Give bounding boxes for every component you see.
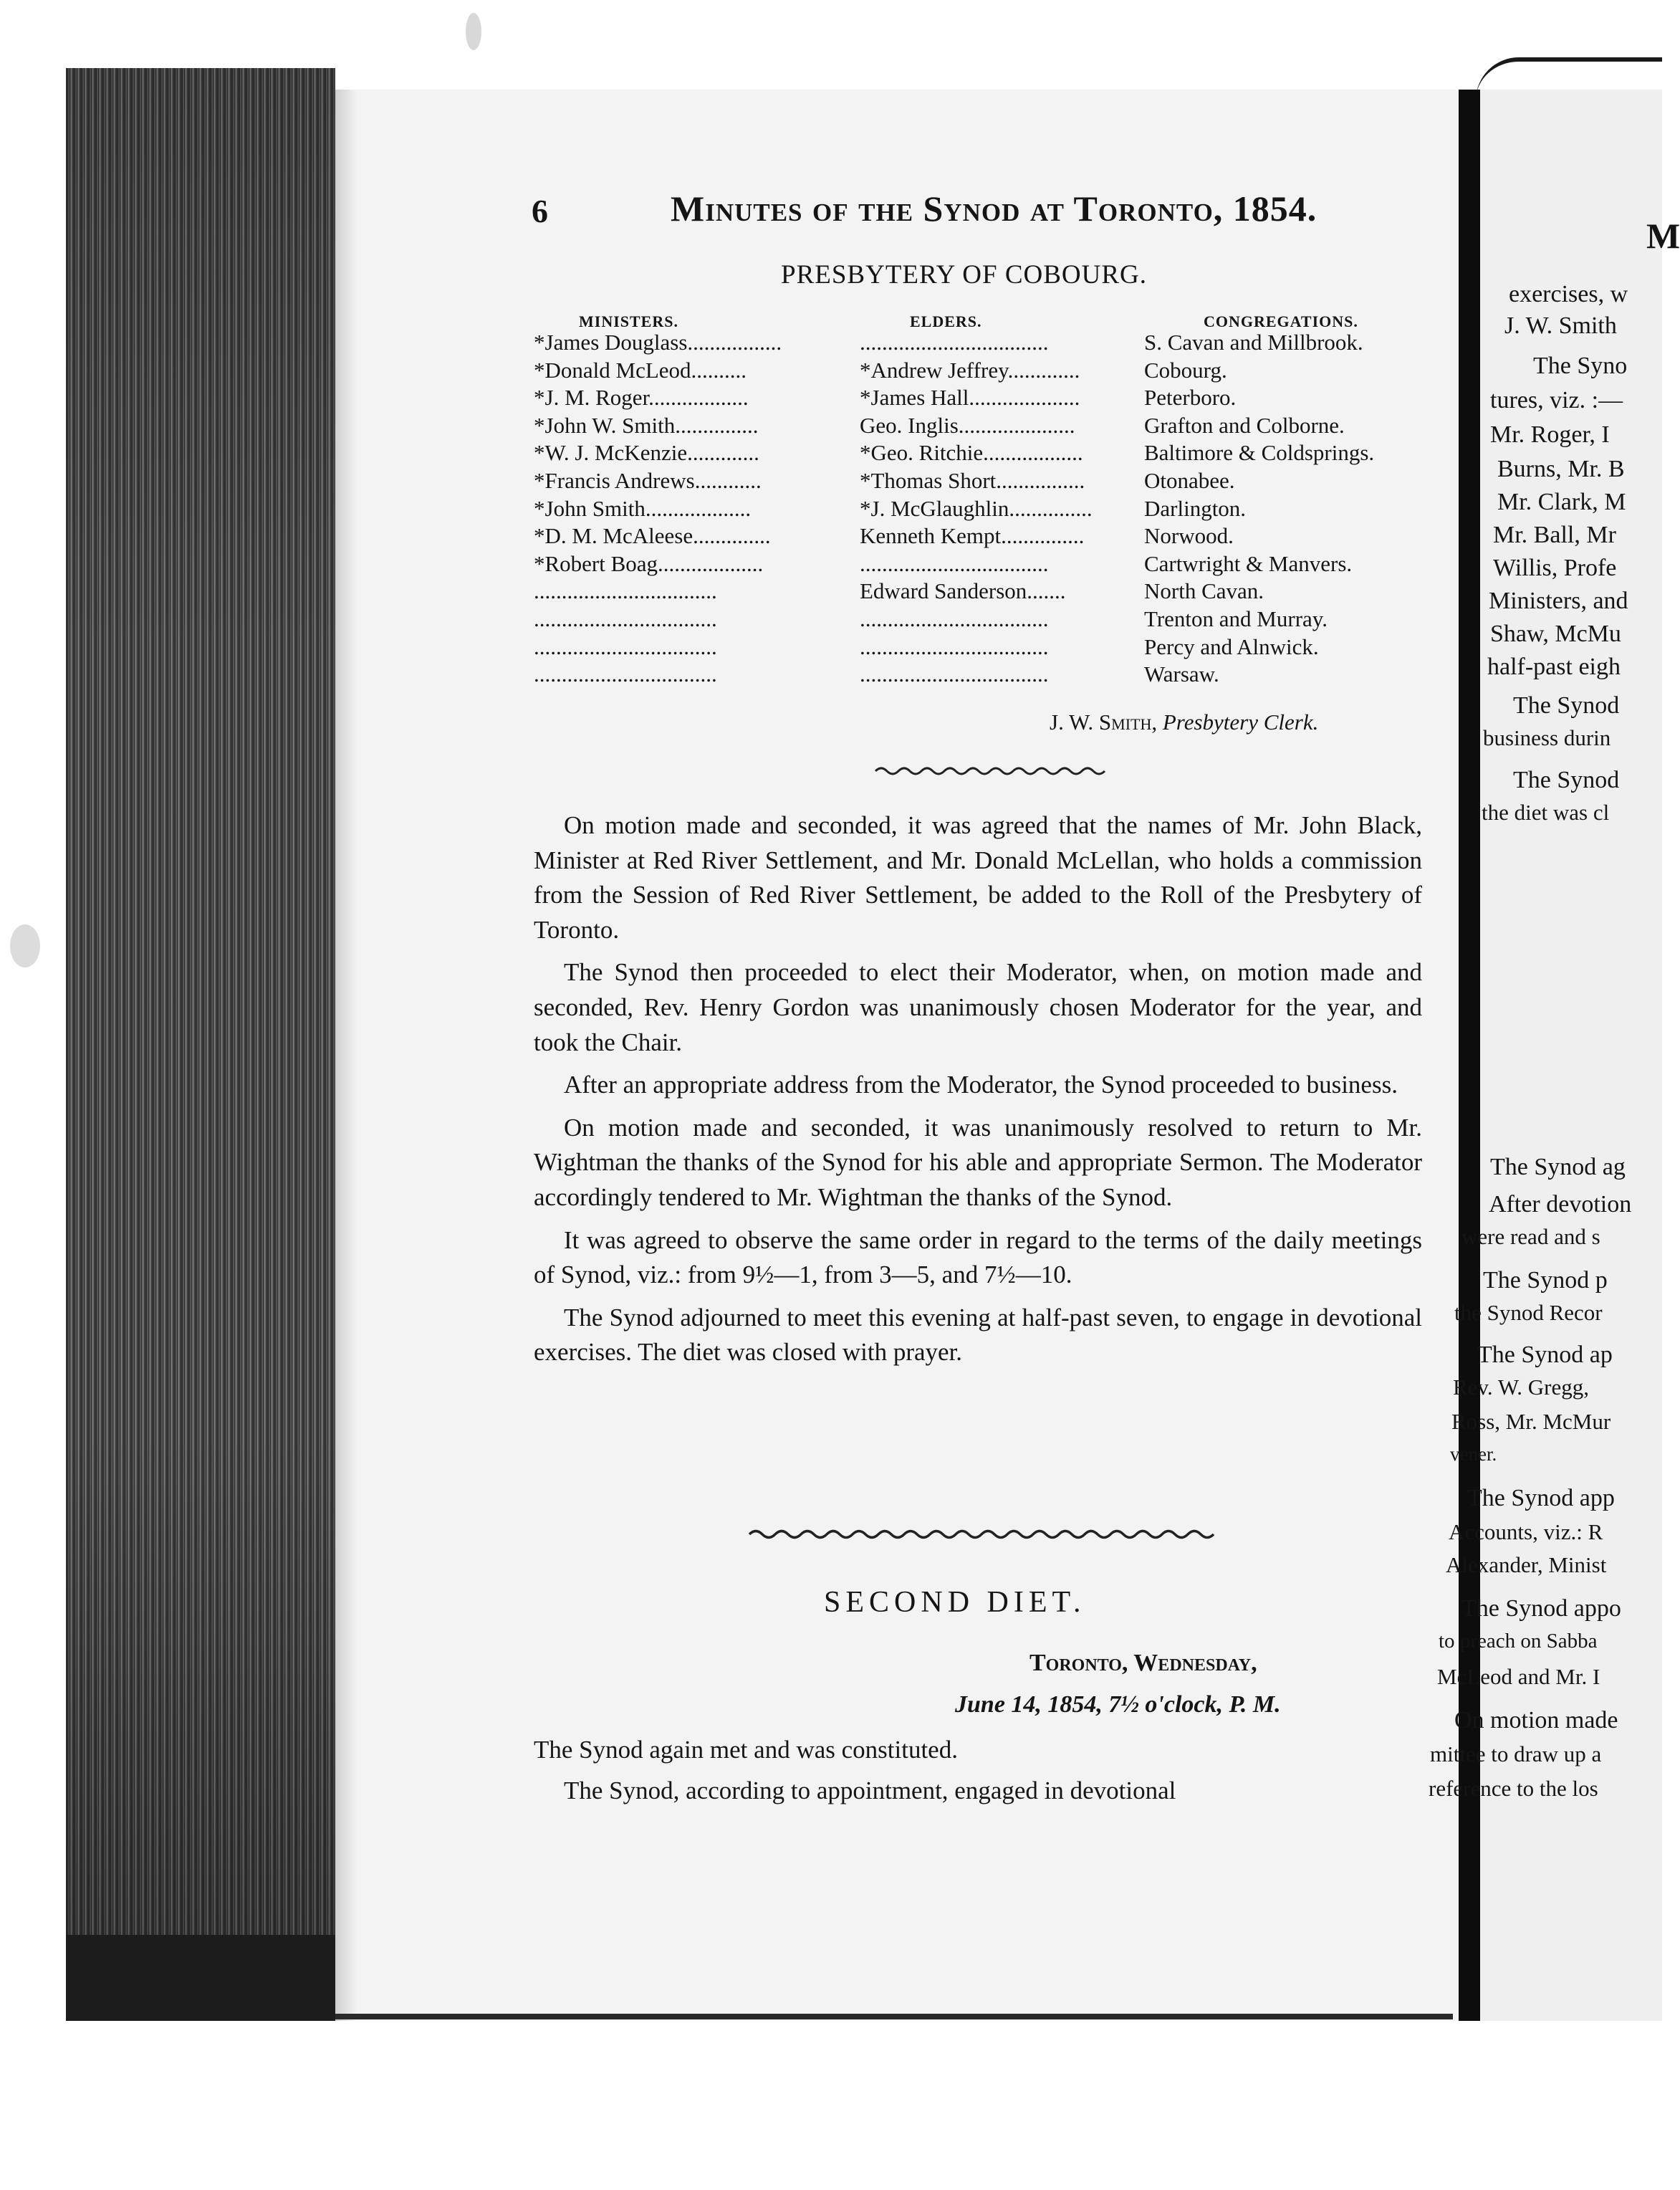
right-line: business durin xyxy=(1483,725,1611,750)
ornamental-rule xyxy=(875,764,1112,778)
scan-speck xyxy=(10,924,40,967)
congregation-name: S. Cavan and Millbrook. xyxy=(1144,330,1363,355)
minutes-body xyxy=(534,808,1422,1378)
right-line: the Synod Recor xyxy=(1454,1300,1603,1325)
congregation-name: Warsaw. xyxy=(1144,661,1219,687)
congregations-header: CONGREGATIONS. xyxy=(1204,312,1358,330)
roll-row xyxy=(534,634,1429,662)
roll-row xyxy=(534,551,1429,579)
clerk-title: Presbytery Clerk. xyxy=(1162,709,1319,735)
congregation-name: Cartwright & Manvers. xyxy=(1144,550,1353,576)
right-line: vener. xyxy=(1450,1443,1497,1465)
roll-row xyxy=(534,661,1429,689)
right-line: The Synod appo xyxy=(1461,1595,1621,1622)
right-line: J. W. Smith xyxy=(1504,312,1617,339)
minister-name: *Robert Boag................... xyxy=(534,550,764,576)
paragraph: It was agreed to observe the same order in regard to the terms of the daily meetings of Synod, viz.: from 9½—1, from 3—5, and 7½—10. xyxy=(534,1225,1422,1289)
right-line: were read and s xyxy=(1461,1224,1600,1249)
right-line: Burns, Mr. B xyxy=(1497,456,1625,482)
right-running-title: M xyxy=(1646,216,1680,256)
minister-name: ................................. xyxy=(534,578,717,604)
page-number: 6 xyxy=(532,193,548,229)
minister-name: ................................. xyxy=(534,633,717,659)
elders-header: ELDERS. xyxy=(910,312,982,330)
elder-name: .................................. xyxy=(860,550,1049,576)
right-line: reference to the los xyxy=(1429,1776,1598,1801)
second-diet-title: SECOND DIET. xyxy=(824,1586,1086,1619)
right-line: The Syno xyxy=(1533,353,1628,379)
right-line: Rev. W. Gregg, xyxy=(1453,1374,1589,1400)
minister-name: *John W. Smith............... xyxy=(534,412,759,438)
right-line: The Synod xyxy=(1513,692,1620,719)
right-line: The Synod ag xyxy=(1490,1154,1626,1180)
right-line: The Synod app xyxy=(1467,1485,1615,1511)
elder-name: .................................. xyxy=(860,633,1049,659)
congregation-name: Peterboro. xyxy=(1144,385,1237,411)
paragraph: The Synod then proceeded to elect their Moderator, when, on motion made and seconded, Rev. Henry Gordon was unanimously chosen Moderator for the year, and took the Chair. xyxy=(534,958,1422,1056)
right-line: Mr. Roger, I xyxy=(1490,421,1610,448)
meeting-place: Toronto, Wednesday, xyxy=(1029,1650,1257,1676)
congregation-name: Grafton and Colborne. xyxy=(1144,412,1345,438)
congregation-name: Otonabee. xyxy=(1144,467,1235,493)
book-edge-shade xyxy=(66,68,335,2021)
roll-row xyxy=(534,606,1429,634)
roll-row xyxy=(534,496,1429,524)
right-line: Ministers, and xyxy=(1489,588,1628,614)
elder-name: Kenneth Kempt............... xyxy=(860,523,1085,549)
paragraph: The Synod, according to appointment, engaged in devotional xyxy=(564,1776,1176,1804)
right-line: mittee to draw up a xyxy=(1430,1741,1602,1766)
right-page-curl xyxy=(1476,57,1662,105)
paragraph: On motion made and seconded, it was unanimously resolved to return to Mr. Wightman the thanks of the Synod for his able and appropriate Sermon. The Moderator accordingly tendered to Mr. Wightman the thanks of the Synod. xyxy=(534,1113,1422,1211)
scan-speck xyxy=(466,13,481,50)
presbytery-title: PRESBYTERY OF COBOURG. xyxy=(781,260,1147,290)
right-line: Alexander, Minist xyxy=(1446,1552,1607,1577)
ornamental-rule xyxy=(749,1526,1222,1542)
congregation-name: Darlington. xyxy=(1144,495,1247,521)
minister-name: ................................. xyxy=(534,661,717,687)
right-line: Ross, Mr. McMur xyxy=(1451,1409,1611,1434)
congregation-name: Cobourg. xyxy=(1144,357,1227,383)
right-line: Accounts, viz.: R xyxy=(1449,1519,1603,1544)
elder-name: *Andrew Jeffrey............. xyxy=(860,357,1080,383)
roll-row xyxy=(534,385,1429,413)
right-line: The Synod xyxy=(1513,767,1620,793)
elder-name: *Geo. Ritchie.................. xyxy=(860,440,1083,466)
roll-row xyxy=(534,413,1429,441)
elder-name: *James Hall.................... xyxy=(860,385,1080,411)
congregation-name: Trenton and Murray. xyxy=(1144,606,1328,631)
minister-name: *Donald McLeod.......... xyxy=(534,357,747,383)
roll-row xyxy=(534,330,1429,358)
right-line: Mr. Clark, M xyxy=(1497,489,1626,515)
right-line: The Synod p xyxy=(1483,1267,1608,1294)
right-line: After devotion xyxy=(1489,1191,1632,1218)
minister-name: *W. J. McKenzie............. xyxy=(534,440,759,466)
minister-name: *Francis Andrews............ xyxy=(534,467,762,493)
minister-name: ................................. xyxy=(534,606,717,631)
minister-name: *D. M. McAleese.............. xyxy=(534,523,771,549)
ministers-header: MINISTERS. xyxy=(579,312,678,330)
clerk-name: J. W. Smith, xyxy=(1050,709,1158,735)
right-line: tures, viz. :— xyxy=(1490,387,1623,413)
right-line: to preach on Sabba xyxy=(1439,1630,1598,1653)
minister-name: *J. M. Roger.................. xyxy=(534,385,749,411)
roll-row xyxy=(534,578,1429,606)
congregation-name: North Cavan. xyxy=(1144,578,1264,604)
right-line: McLeod and Mr. I xyxy=(1437,1664,1600,1689)
roll-row xyxy=(534,358,1429,386)
paragraph: After an appropriate address from the Moderator, the Synod proceeded to business. xyxy=(564,1071,1398,1099)
presbytery-roll xyxy=(534,330,1429,689)
minister-name: *James Douglass................. xyxy=(534,330,782,355)
roll-row xyxy=(534,523,1429,551)
congregation-name: Baltimore & Coldsprings. xyxy=(1144,440,1375,466)
right-line: The Synod ap xyxy=(1477,1342,1613,1368)
right-line: On motion made xyxy=(1454,1707,1618,1734)
elder-name: .................................. xyxy=(860,661,1049,687)
roll-row xyxy=(534,468,1429,496)
elder-name: *J. McGlaughlin............... xyxy=(860,495,1093,521)
elder-name: .................................. xyxy=(860,606,1049,631)
second-diet-body xyxy=(534,1733,1426,1814)
roll-row xyxy=(534,440,1429,468)
congregation-name: Percy and Alnwick. xyxy=(1144,633,1319,659)
right-line: Mr. Ball, Mr xyxy=(1493,522,1616,548)
paragraph: The Synod adjourned to meet this evening at half-past seven, to engage in devotional exercises. The diet was closed with prayer. xyxy=(534,1303,1422,1367)
page-bottom-edge xyxy=(335,2014,1453,2019)
paragraph: On motion made and seconded, it was agreed that the names of Mr. John Black, Minister at Red River Settlement, and Mr. Donald McLellan, who holds a commission from the Session of Red River Settlement, be added to the Roll of the Presbytery of Toronto. xyxy=(534,811,1422,944)
elder-name: .................................. xyxy=(860,330,1049,355)
right-line: exercises, w xyxy=(1509,281,1628,307)
running-title: Minutes of the Synod at Toronto, 1854. xyxy=(671,188,1317,229)
elder-name: Edward Sanderson....... xyxy=(860,578,1066,604)
elder-name: Geo. Inglis..................... xyxy=(860,412,1075,438)
right-line: Willis, Profe xyxy=(1493,555,1617,581)
paragraph: The Synod again met and was constituted. xyxy=(534,1736,958,1764)
meeting-date: June 14, 1854, 7½ o'clock, P. M. xyxy=(955,1691,1281,1718)
right-line: the diet was cl xyxy=(1482,800,1610,825)
right-line: Shaw, McMu xyxy=(1490,621,1621,647)
book-edge-bottom xyxy=(66,1935,335,2021)
congregation-name: Norwood. xyxy=(1144,523,1234,549)
right-line: half-past eigh xyxy=(1487,654,1621,680)
clerk-signature xyxy=(1050,709,1318,735)
elder-name: *Thomas Short................ xyxy=(860,467,1085,493)
minister-name: *John Smith................... xyxy=(534,495,752,521)
